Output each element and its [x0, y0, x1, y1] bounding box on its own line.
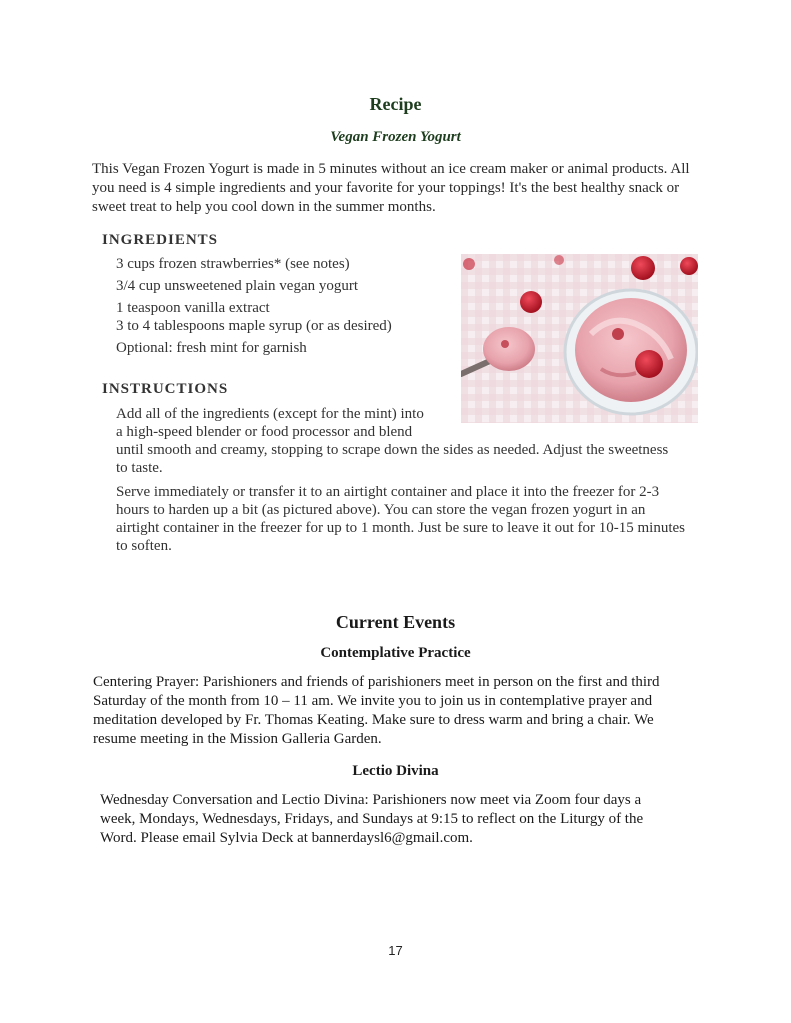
recipe-intro: This Vegan Frozen Yogurt is made in 5 minutes without an ice cream maker or animal products. All you need is 4 simple ingredients and your favorite for your toppings! It's the best healthy snack or sweet treat to help you cool down in the summer months. — [92, 161, 690, 215]
instructions-heading: INSTRUCTIONS — [102, 381, 229, 397]
instruction-step-2: Serve immediately or transfer it to an airtight container and place it into the freezer for 2-3 hours to harden up a bit (as pictured above). You can store the vegan frozen yogurt in an airtight container in the freezer for up to 1 month. Just be sure to leave it out for 10-15 minutes to soften. — [116, 484, 686, 554]
contemplative-practice-text: Centering Prayer: Parishioners and friends of parishioners meet in person on the first and third Saturday of the month from 10 – 11 am. We invite you to join us in contemplative prayer and meditation developed by Fr. Thomas Keating. Make sure to dress warm and bring a chair. We resume meeting in the Mission Galleria Garden. — [93, 674, 660, 747]
lectio-divina-text: Wednesday Conversation and Lectio Divina: Parishioners now meet via Zoom four days a week, Mondays, Wednesdays, Fridays, and Sundays at 9:15 to reflect on the Liturgy of the Word. Please email Sylvia Deck at bannerdaysl6@gmail.com. — [100, 792, 644, 846]
events-heading: Current Events — [335, 612, 456, 632]
instruction-step-1-rest: until smooth and creamy, stopping to scrape down the sides as needed. Adjust the sweetness to taste. — [116, 442, 669, 476]
ingredients-heading: INGREDIENTS — [102, 232, 219, 248]
ingredient-item: Optional: fresh mint for garnish — [116, 340, 307, 356]
recipe-title: Vegan Frozen Yogurt — [330, 129, 461, 145]
frozen-yogurt-photo — [461, 254, 698, 423]
frozen-yogurt-illustration — [461, 254, 698, 423]
ingredient-item: 1 teaspoon vanilla extract — [116, 300, 270, 316]
page-number: 17 — [388, 943, 403, 958]
ingredient-item: 3 to 4 tablespoons maple syrup (or as desired) — [116, 318, 392, 334]
instruction-line: Add all of the ingredients (except for the mint) into — [116, 406, 424, 422]
recipe-heading: Recipe — [369, 94, 422, 114]
instruction-line: a high-speed blender or food processor and blend — [116, 424, 413, 440]
ingredient-item: 3/4 cup unsweetened plain vegan yogurt — [116, 278, 359, 294]
contemplative-practice-title: Contemplative Practice — [320, 645, 471, 661]
lectio-divina-title: Lectio Divina — [352, 763, 439, 779]
ingredient-item: 3 cups frozen strawberries* (see notes) — [116, 256, 350, 272]
